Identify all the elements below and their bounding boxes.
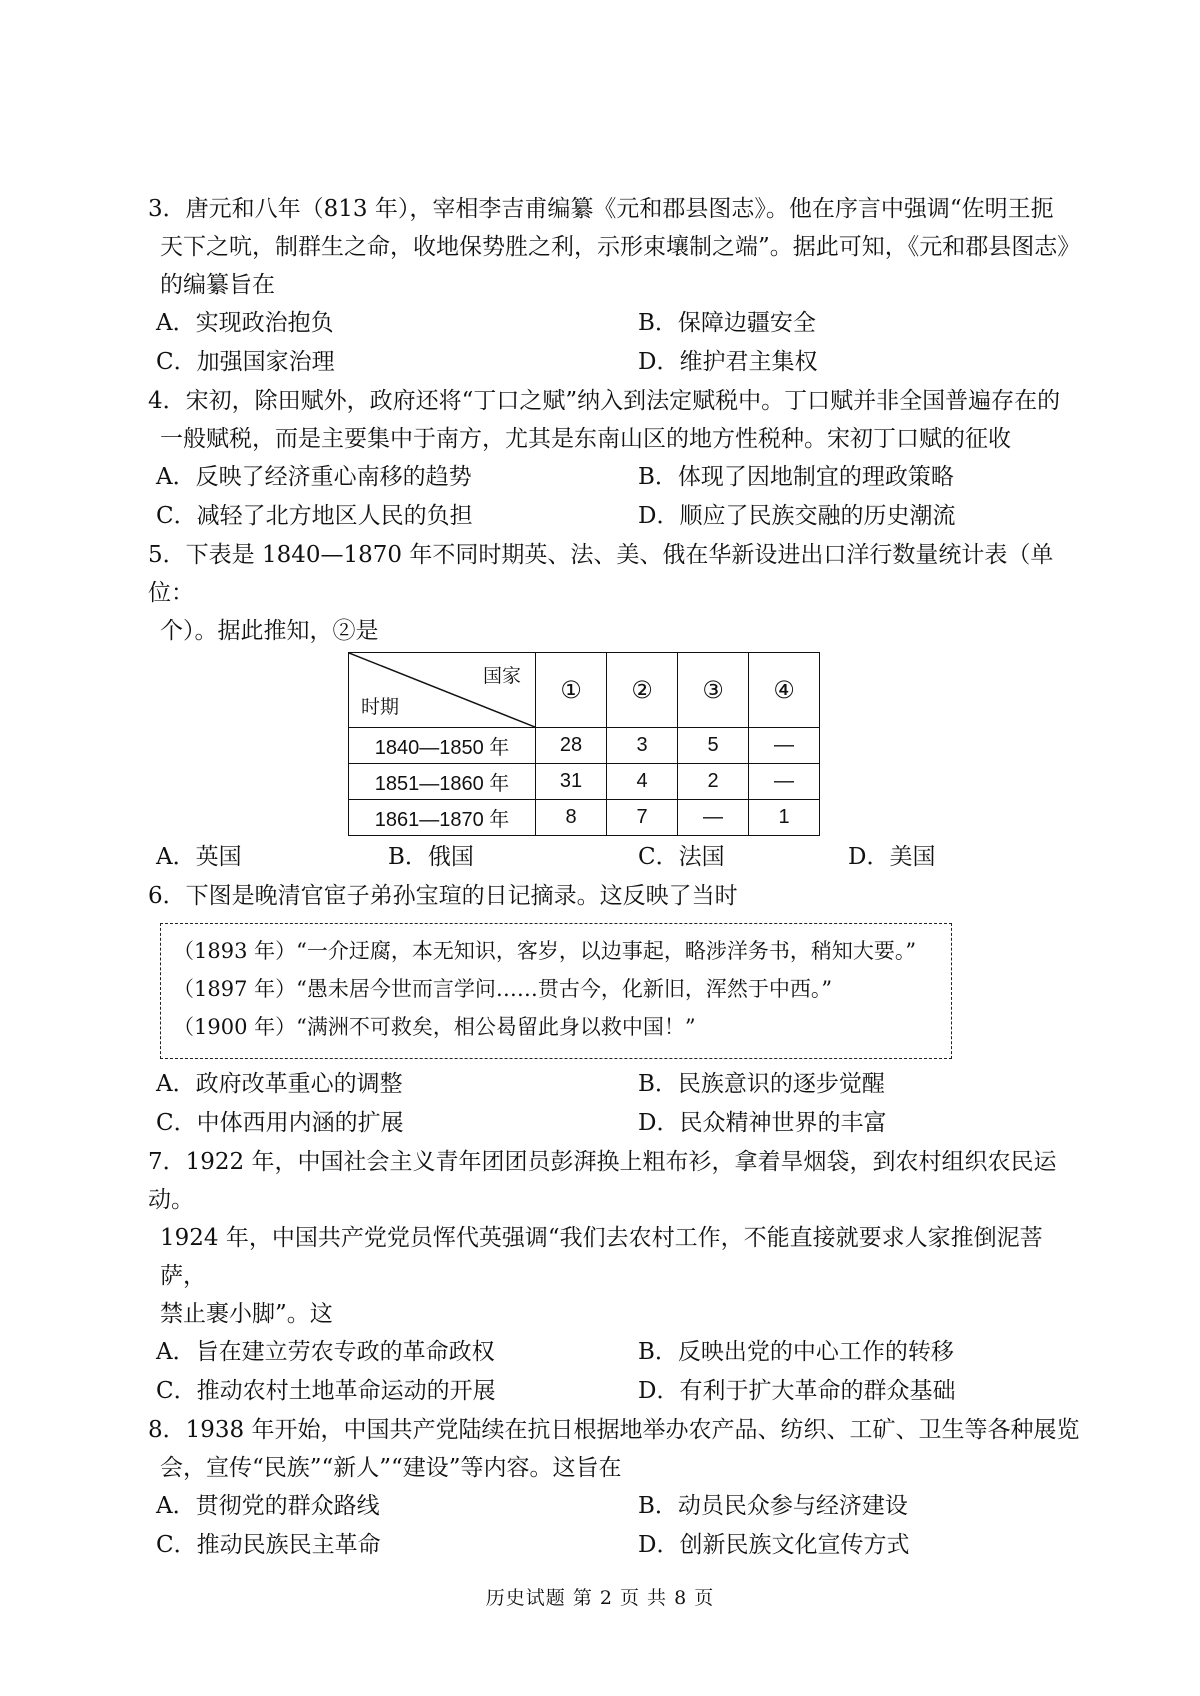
question-stem-line: 禁止裹小脚”。这 — [160, 1301, 333, 1327]
option-c: C．推动民族民主革命 — [156, 1532, 381, 1558]
question-list — [148, 190, 1083, 1565]
option-b: B．体现了因地制宜的理政策略 — [638, 464, 954, 490]
diary-excerpt-box — [160, 923, 952, 1059]
corner-label-country: 国家 — [482, 665, 521, 687]
question-5 — [148, 536, 1083, 877]
option-b: B．保障边疆安全 — [638, 310, 816, 336]
options-row — [148, 1526, 1083, 1565]
question-6 — [148, 877, 1083, 1143]
question-stem-line: 个）。据此推知，②是 — [160, 618, 379, 644]
option-c: C．加强国家治理 — [156, 349, 335, 375]
period-cell: 1851—1860 年 — [349, 764, 536, 800]
question-stem-line: 的编纂旨在 — [160, 272, 275, 298]
option-b: B．反映出党的中心工作的转移 — [638, 1339, 954, 1365]
statistics-table-wrap — [348, 652, 1083, 836]
table-cell: 31 — [536, 764, 607, 800]
question-stem-line: 一般赋税，而是主要集中于南方，尤其是东南山区的地方性税种。宋初丁口赋的征收 — [160, 426, 1011, 452]
option-d: D．美国 — [848, 844, 936, 870]
column-header: ③ — [678, 653, 749, 728]
question-stem-line: 4．宋初，除田赋外，政府还将“丁口之赋”纳入到法定赋税中。丁口赋并非全国普遍存在的 — [148, 388, 1061, 414]
table-cell: — — [749, 764, 820, 800]
options-row — [148, 1104, 1083, 1143]
option-d: D．创新民族文化宣传方式 — [638, 1532, 910, 1558]
table-row — [349, 800, 820, 836]
question-stem-line: 3．唐元和八年（813 年），宰相李吉甫编纂《元和郡县图志》。他在序言中强调“佐明王扼 — [148, 196, 1054, 222]
column-header: ④ — [749, 653, 820, 728]
option-a: A．贯彻党的群众路线 — [156, 1493, 380, 1519]
page-footer: 历史试题 第 2 页 共 8 页 — [485, 1587, 715, 1609]
period-cell: 1840—1850 年 — [349, 728, 536, 764]
option-a: A．旨在建立劳农专政的革命政权 — [156, 1339, 495, 1365]
table-corner-cell — [349, 653, 536, 728]
option-c: C．法国 — [638, 844, 725, 870]
option-b: B．动员民众参与经济建设 — [638, 1493, 908, 1519]
question-stem-line: 5．下表是 1840—1870 年不同时期英、法、美、俄在华新设进出口洋行数量统计表（单位： — [148, 542, 1054, 606]
table-cell: 2 — [678, 764, 749, 800]
option-a: A．反映了经济重心南移的趋势 — [156, 464, 472, 490]
question-8 — [148, 1411, 1083, 1565]
question-stem-line: 会，宣传“民族”“新人”“建设”等内容。这旨在 — [160, 1455, 622, 1481]
options-row — [148, 458, 1083, 497]
question-stem-line: 天下之吭，制群生之命，收地保势胜之利，示形束壤制之端”。据此可知，《元和郡县图志》 — [160, 234, 1081, 260]
option-b: B．俄国 — [388, 844, 474, 870]
diary-line: （1900 年）“满洲不可救矣，相公曷留此身以救中国！” — [173, 1015, 696, 1039]
option-d: D．维护君主集权 — [638, 349, 818, 375]
column-header: ② — [607, 653, 678, 728]
options-row — [148, 838, 1083, 877]
option-c: C．中体西用内涵的扩展 — [156, 1110, 404, 1136]
table-cell: 8 — [536, 800, 607, 836]
question-stem-line: 7．1922 年，中国社会主义青年团团员彭湃换上粗布衫，拿着旱烟袋，到农村组织农民运动。 — [148, 1149, 1057, 1213]
diary-line: （1897 年）“愚未居今世而言学问……贯古今，化新旧，浑然于中西。” — [173, 977, 833, 1001]
column-header: ① — [536, 653, 607, 728]
question-7 — [148, 1143, 1083, 1411]
option-a: A．政府改革重心的调整 — [156, 1071, 403, 1097]
statistics-table — [348, 652, 820, 836]
table-cell: 5 — [678, 728, 749, 764]
option-d: D．顺应了民族交融的历史潮流 — [638, 503, 956, 529]
option-d: D．民众精神世界的丰富 — [638, 1110, 887, 1136]
options-row — [148, 1487, 1083, 1526]
table-row — [349, 728, 820, 764]
corner-label-period: 时期 — [361, 696, 400, 718]
option-c: C．减轻了北方地区人民的负担 — [156, 503, 473, 529]
option-a: A．实现政治抱负 — [156, 310, 334, 336]
question-stem-line: 1924 年，中国共产党党员恽代英强调“我们去农村工作，不能直接就要求人家推倒泥菩萨， — [160, 1225, 1043, 1289]
question-3 — [148, 190, 1083, 382]
table-cell: 4 — [607, 764, 678, 800]
options-row — [148, 1333, 1083, 1372]
option-a: A．英国 — [156, 844, 242, 870]
table-header-row — [349, 653, 820, 728]
options-row — [148, 343, 1083, 382]
options-row — [148, 497, 1083, 536]
table-cell: 28 — [536, 728, 607, 764]
period-cell: 1861—1870 年 — [349, 800, 536, 836]
options-row — [148, 1065, 1083, 1104]
option-b: B．民族意识的逐步觉醒 — [638, 1071, 885, 1097]
table-cell: — — [749, 728, 820, 764]
table-row — [349, 764, 820, 800]
table-cell: — — [678, 800, 749, 836]
question-4 — [148, 382, 1083, 536]
table-cell: 3 — [607, 728, 678, 764]
diary-line: （1893 年）“一介迂腐，本无知识，客岁，以边事起，略涉洋务书，稍知大要。” — [173, 939, 917, 963]
options-row — [148, 304, 1083, 343]
table-cell: 7 — [607, 800, 678, 836]
option-d: D．有利于扩大革命的群众基础 — [638, 1378, 956, 1404]
question-stem-line: 6．下图是晚清官宦子弟孙宝瑄的日记摘录。这反映了当时 — [148, 883, 738, 909]
option-c: C．推动农村土地革命运动的开展 — [156, 1378, 496, 1404]
table-cell: 1 — [749, 800, 820, 836]
options-row — [148, 1372, 1083, 1411]
question-stem-line: 8．1938 年开始，中国共产党陆续在抗日根据地举办农产品、纺织、工矿、卫生等各种展览 — [148, 1417, 1080, 1443]
